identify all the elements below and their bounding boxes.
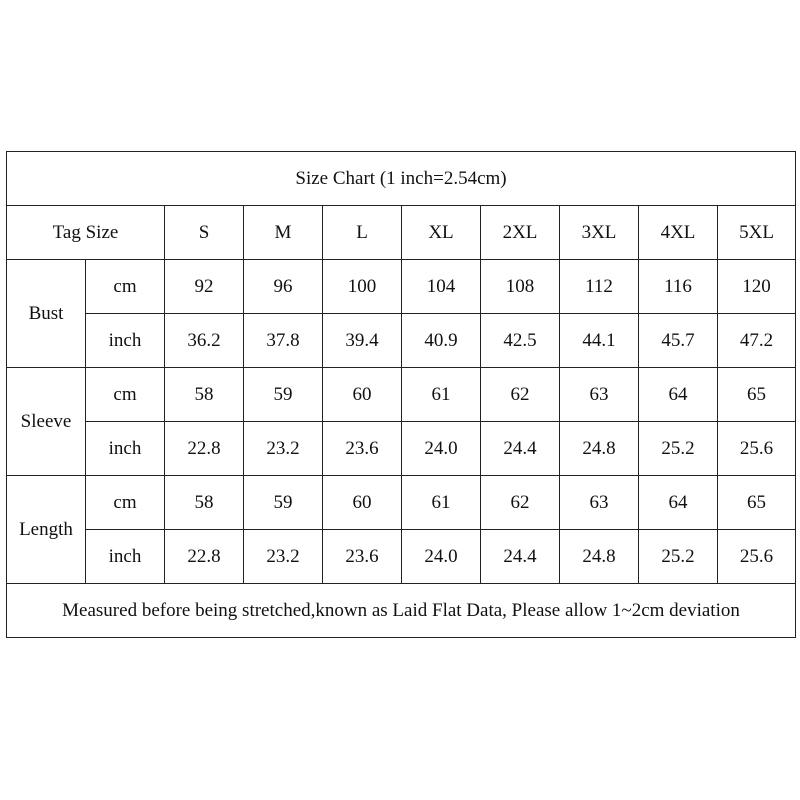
value-cell: 64 (639, 476, 718, 530)
value-cell: 22.8 (165, 530, 244, 584)
value-cell: 25.6 (718, 422, 796, 476)
value-cell: 116 (639, 260, 718, 314)
value-cell: 47.2 (718, 314, 796, 368)
size-header: M (244, 206, 323, 260)
table-row (7, 422, 796, 476)
size-header: 4XL (639, 206, 718, 260)
value-cell: 65 (718, 476, 796, 530)
header-row (7, 206, 796, 260)
value-cell: 24.4 (481, 422, 560, 476)
footer-note: Measured before being stretched,known as Laid Flat Data, Please allow 1~2cm deviation (7, 584, 796, 638)
value-cell: 64 (639, 368, 718, 422)
size-header: 5XL (718, 206, 796, 260)
value-cell: 23.6 (323, 422, 402, 476)
value-cell: 104 (402, 260, 481, 314)
value-cell: 25.2 (639, 530, 718, 584)
table-row (7, 530, 796, 584)
value-cell: 65 (718, 368, 796, 422)
value-cell: 108 (481, 260, 560, 314)
measurement-name: Length (7, 476, 86, 584)
table-row (7, 314, 796, 368)
value-cell: 61 (402, 476, 481, 530)
value-cell: 24.0 (402, 530, 481, 584)
value-cell: 24.8 (560, 422, 639, 476)
unit-label: inch (86, 530, 165, 584)
chart-title: Size Chart (1 inch=2.54cm) (7, 152, 796, 206)
value-cell: 59 (244, 476, 323, 530)
value-cell: 24.4 (481, 530, 560, 584)
unit-label: inch (86, 314, 165, 368)
value-cell: 60 (323, 368, 402, 422)
table-row (7, 260, 796, 314)
value-cell: 42.5 (481, 314, 560, 368)
size-header: S (165, 206, 244, 260)
measurement-name: Bust (7, 260, 86, 368)
value-cell: 120 (718, 260, 796, 314)
value-cell: 61 (402, 368, 481, 422)
footer-row (7, 584, 796, 638)
measurement-name: Sleeve (7, 368, 86, 476)
value-cell: 23.2 (244, 530, 323, 584)
unit-label: cm (86, 368, 165, 422)
value-cell: 23.2 (244, 422, 323, 476)
tag-size-label: Tag Size (7, 206, 165, 260)
value-cell: 96 (244, 260, 323, 314)
value-cell: 58 (165, 476, 244, 530)
value-cell: 62 (481, 368, 560, 422)
size-chart-table (6, 151, 796, 638)
size-header: XL (402, 206, 481, 260)
value-cell: 112 (560, 260, 639, 314)
value-cell: 36.2 (165, 314, 244, 368)
value-cell: 37.8 (244, 314, 323, 368)
table-row (7, 368, 796, 422)
unit-label: cm (86, 260, 165, 314)
size-header: 3XL (560, 206, 639, 260)
size-header: L (323, 206, 402, 260)
size-header: 2XL (481, 206, 560, 260)
value-cell: 92 (165, 260, 244, 314)
value-cell: 25.6 (718, 530, 796, 584)
value-cell: 39.4 (323, 314, 402, 368)
value-cell: 100 (323, 260, 402, 314)
value-cell: 58 (165, 368, 244, 422)
value-cell: 63 (560, 368, 639, 422)
value-cell: 62 (481, 476, 560, 530)
value-cell: 40.9 (402, 314, 481, 368)
unit-label: inch (86, 422, 165, 476)
value-cell: 23.6 (323, 530, 402, 584)
value-cell: 22.8 (165, 422, 244, 476)
value-cell: 44.1 (560, 314, 639, 368)
table-row (7, 476, 796, 530)
value-cell: 45.7 (639, 314, 718, 368)
value-cell: 59 (244, 368, 323, 422)
value-cell: 24.0 (402, 422, 481, 476)
value-cell: 63 (560, 476, 639, 530)
unit-label: cm (86, 476, 165, 530)
value-cell: 24.8 (560, 530, 639, 584)
value-cell: 25.2 (639, 422, 718, 476)
title-row (7, 152, 796, 206)
value-cell: 60 (323, 476, 402, 530)
